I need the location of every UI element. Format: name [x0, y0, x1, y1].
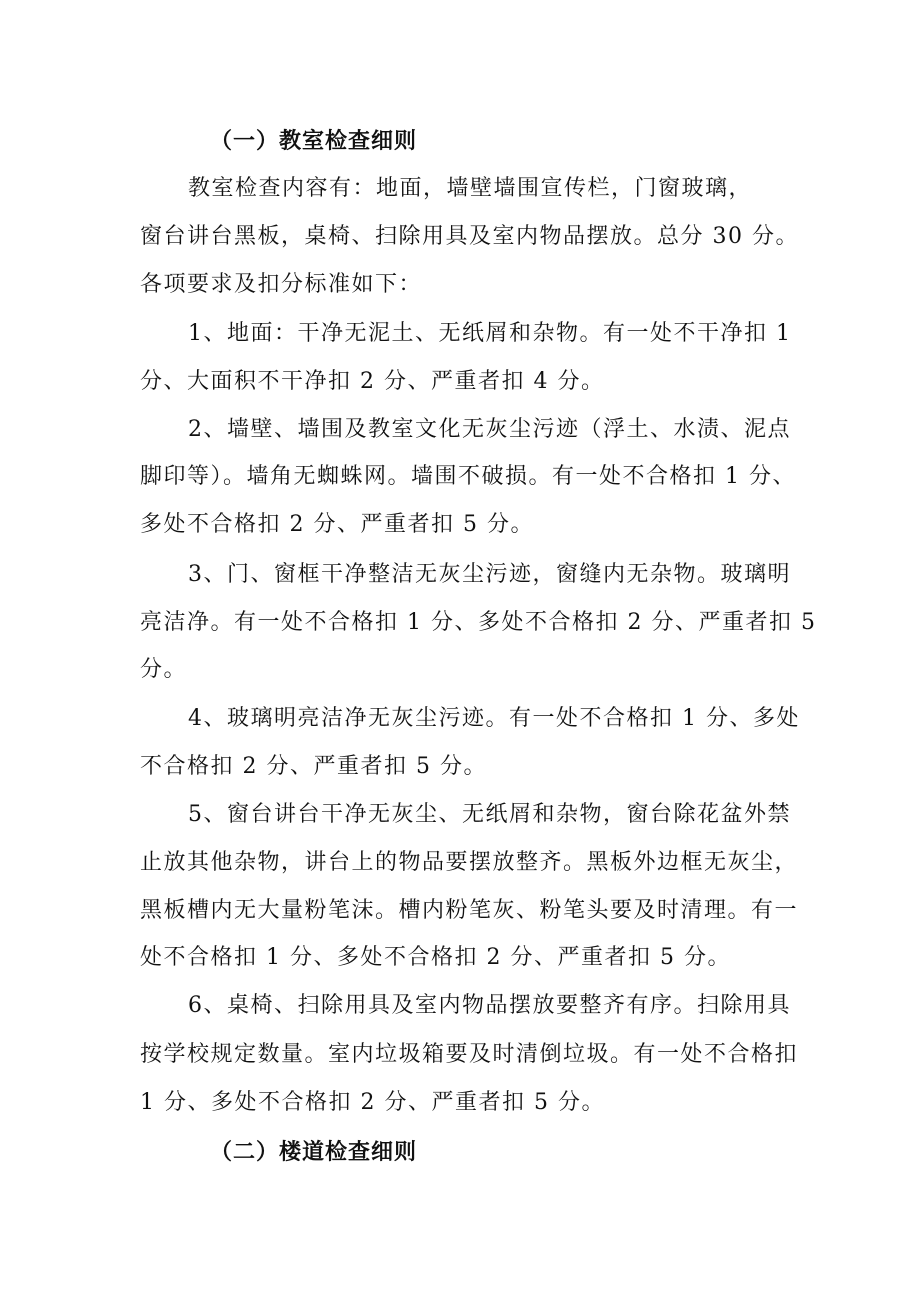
section-heading-corridor: （二）楼道检查细则: [210, 1139, 418, 1165]
item6-line-1: 6、桌椅、扫除用具及室内物品摆放要整齐有序。扫除用具: [188, 993, 791, 1018]
intro-line-3: 各项要求及扣分标准如下：: [140, 272, 423, 297]
item1-line-2: 分、大面积不干净扣 2 分、严重者扣 4 分。: [140, 369, 605, 394]
item3-line-1: 3、门、窗框干净整洁无灰尘污迹，窗缝内无杂物。玻璃明: [188, 562, 791, 587]
item2-line-2: 脚印等）。墙角无蜘蛛网。墙围不破损。有一处不合格扣 1 分、: [140, 464, 796, 489]
section-heading-classroom: （一）教室检查细则: [210, 128, 418, 154]
item6-line-2: 按学校规定数量。室内垃圾箱要及时清倒垃圾。有一处不合格扣: [140, 1042, 799, 1067]
intro-line-2: 窗台讲台黑板，桌椅、扫除用具及室内物品摆放。总分 30 分。: [140, 224, 799, 249]
item3-line-3: 分。: [140, 657, 188, 682]
item6-line-3: 1 分、多处不合格扣 2 分、严重者扣 5 分。: [140, 1090, 605, 1115]
item1-line-1: 1、地面：干净无泥土、无纸屑和杂物。有一处不干净扣 1: [188, 321, 792, 346]
item4-line-1: 4、玻璃明亮洁净无灰尘污迹。有一处不合格扣 1 分、多处: [188, 706, 800, 731]
item5-line-4: 处不合格扣 1 分、多处不合格扣 2 分、严重者扣 5 分。: [140, 945, 731, 970]
item2-line-3: 多处不合格扣 2 分、严重者扣 5 分。: [140, 512, 534, 537]
item3-line-2: 亮洁净。有一处不合格扣 1 分、多处不合格扣 2 分、严重者扣 5: [140, 610, 817, 635]
intro-line-1: 教室检查内容有：地面，墙壁墙围宣传栏，门窗玻璃，: [188, 176, 753, 201]
item5-line-1: 5、窗台讲台干净无灰尘、无纸屑和杂物，窗台除花盆外禁: [188, 802, 791, 827]
item5-line-3: 黑板槽内无大量粉笔沫。槽内粉笔灰、粉笔头要及时清理。有一: [140, 898, 799, 923]
item5-line-2: 止放其他杂物，讲台上的物品要摆放整齐。黑板外边框无灰尘，: [140, 850, 799, 875]
item4-line-2: 不合格扣 2 分、严重者扣 5 分。: [140, 754, 487, 779]
item2-line-1: 2、墙壁、墙围及教室文化无灰尘污迹（浮土、水渍、泥点: [188, 417, 791, 442]
